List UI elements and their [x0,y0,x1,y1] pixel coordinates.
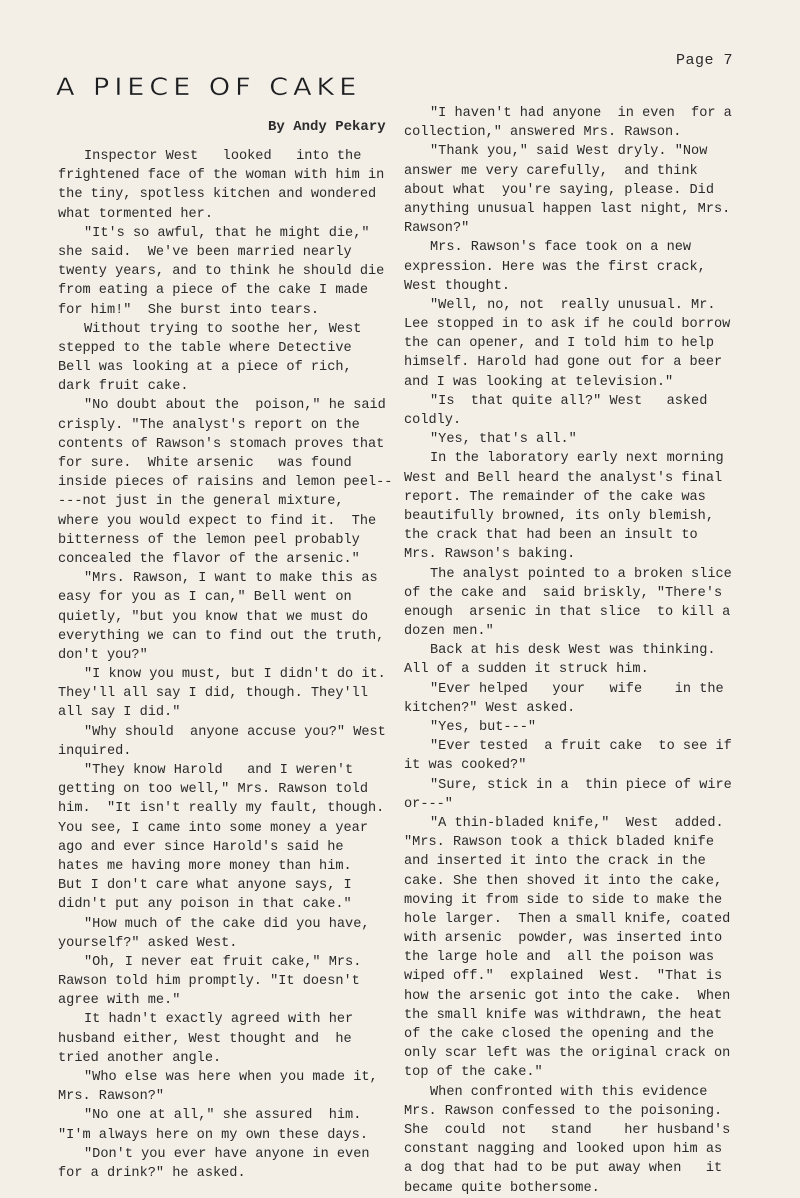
text-line: contents of Rawson's stomach proves that [58,436,385,452]
text-line: what tormented her. [58,206,213,222]
text-line: Bell was looking at a piece of rich, [58,360,352,376]
text-line: "Is that quite all?" West asked [430,393,708,409]
text-line: "Yes, that's all." [430,432,577,448]
text-line: dozen men." [404,624,494,640]
text-line: easy for you as I can," Bell went on [58,590,352,606]
text-line: "No one at all," she assured him. [84,1108,362,1124]
text-line: It hadn't exactly agreed with her [84,1012,354,1028]
text-line: inside pieces of raisins and lemon peel-- [58,475,393,491]
text-line: became quite bothersome. [404,1180,600,1196]
text-line: The analyst pointed to a broken slice [430,566,732,582]
text-line: how the arsenic got into the cake. When [404,988,731,1004]
text-line: answer me very carefully, and think [404,163,698,179]
text-line: When confronted with this evidence [430,1084,708,1100]
text-line: quietly, "but you know that we must do [58,609,368,625]
byline: By Andy Pekary [268,119,386,135]
text-line: "Sure, stick in a thin piece of wire [430,777,732,793]
text-line: "I haven't had anyone in even for a [430,106,732,121]
text-line: She could not stand her husband's [404,1122,731,1138]
text-line: hates me having more money than him. [58,858,352,874]
text-line: don't you?" [58,647,148,663]
text-line: ago and ever since Harold's said he [58,839,344,855]
text-line: "Ever tested a fruit cake to see if [430,739,732,755]
text-line: coldly. [404,413,462,428]
text-line: it was cooked?" [404,758,527,774]
text-line: crisply. "The analyst's report on the [58,417,360,433]
text-line: the can opener, and I told him to help [404,336,714,352]
text-line: agree with me." [58,993,181,1009]
text-line: from eating a piece of the cake I made [58,283,368,299]
text-line: him. "It isn't really my fault, though. [58,801,385,817]
text-line: You see, I came into some money a year [58,820,368,836]
text-line: she said. We've been married nearly [58,244,352,260]
text-line: expression. Here was the first crack, [404,259,706,275]
text-line: and inserted it into the crack in the [404,854,706,870]
text-line: "Oh, I never eat fruit cake," Mrs. [84,954,362,970]
text-line: bitterness of the lemon peel probably [58,532,360,548]
text-line: kitchen?" West asked. [404,700,576,716]
text-line: "Thank you," said West dryly. "Now [430,144,708,160]
text-line: enough arsenic in that slice to kill a [404,604,731,620]
left-column [58,147,393,1183]
text-line: or---" [404,796,453,812]
text-line: moving it from side to side to make the [404,892,723,908]
text-line: the crack that had been an insult to [404,528,698,544]
text-line: "Well, no, not really unusual. Mr. [430,297,716,313]
text-line: hole larger. Then a small knife, coated [404,911,731,927]
text-line: Mrs. Rawson's baking. [404,547,576,563]
text-line: twenty years, and to think he should die [58,264,385,280]
text-line: top of the cake." [404,1065,543,1081]
text-line: "Who else was here when you made it, [84,1070,378,1085]
text-line: "Yes, but---" [430,720,537,735]
text-line: a dog that had to be put away when it [404,1161,723,1177]
page-number: Page 7 [676,52,734,69]
text-line: yourself?" asked West. [58,935,238,951]
text-line: West and Bell heard the analyst's final [404,470,723,486]
text-line: "A thin-bladed knife," West added. [430,815,724,831]
text-line: constant nagging and looked upon him as [404,1142,723,1158]
story-title: A PIECE OF CAKE [56,73,362,102]
text-line: Lee stopped in to ask if he could borrow [404,317,731,333]
text-line: for sure. White arsenic was found [58,456,352,471]
text-line: with arsenic powder, was inserted into [404,931,723,947]
text-line: But I don't care what anyone says, I [58,878,352,894]
text-line: ---not just in the general mixture, [58,494,344,510]
text-line: collection," answered Mrs. Rawson. [404,125,682,141]
text-line: of the cake closed the opening and the [404,1027,714,1042]
right-column [404,104,732,1198]
text-line: the large hole and all the poison was [404,950,714,966]
text-line: Rawson told him promptly. "It doesn't [58,974,360,990]
text-line: "I'm always here on my own these days. [58,1127,368,1143]
text-line: report. The remainder of the cake was [404,489,706,505]
text-line: inquired. [58,743,132,759]
text-line: Mrs. Rawson?" [58,1089,165,1105]
text-line: "Mrs. Rawson, I want to make this as [84,571,378,587]
text-line: where you would expect to find it. The [58,513,377,529]
text-line: for a drink?" he asked. [58,1165,246,1181]
text-line: getting on too well," Mrs. Rawson told [58,782,368,798]
text-line: "They know Harold and I weren't [84,763,354,778]
text-line: "It's so awful, that he might die," [84,225,370,241]
text-line: All of a sudden it struck him. [404,662,649,678]
text-line: stepped to the table where Detective [58,340,352,356]
text-line: "Don't you ever have anyone in even [84,1146,370,1162]
text-line: frightened face of the woman with him in [58,168,385,184]
text-line: the small knife was withdrawn, the heat [404,1007,723,1023]
text-line: dark fruit cake. [58,379,189,395]
text-line: everything we can to find out the truth, [58,628,385,644]
text-line: West thought. [404,278,511,294]
text-line: only scar left was the original crack on [404,1046,731,1062]
text-line: Back at his desk West was thinking. [430,643,716,659]
text-line: concealed the flavor of the arsenic." [58,551,360,567]
text-line: "Ever helped your wife in the [430,681,724,697]
text-line: of the cake and said briskly, "There's [404,585,723,601]
text-line: for him!" She burst into tears. [58,302,320,318]
text-line: They'll all say I did, though. They'll [58,686,368,702]
text-line: "Mrs. Rawson took a thick bladed knife [404,835,714,851]
text-line: In the laboratory early next morning [430,451,724,467]
text-line: the tiny, spotless kitchen and wondered [58,187,377,203]
text-line: didn't put any poison in that cake." [58,897,352,913]
text-line: "Why should anyone accuse you?" West [84,724,386,740]
text-line: himself. Harold had gone out for a beer [404,355,723,371]
text-line: beautifully browned, its only blemish, [404,508,714,524]
text-line: about what you're saying, please. Did [404,182,714,198]
text-line: husband either, West thought and he [58,1031,352,1047]
text-line: anything unusual happen last night, Mrs. [404,201,731,217]
text-line: tried another angle. [58,1050,222,1066]
text-line: "No doubt about the poison," he said [84,398,386,414]
text-line: all say I did." [58,705,181,721]
text-line: Mrs. Rawson's face took on a new [430,240,692,256]
text-line: Mrs. Rawson confessed to the poisoning. [404,1103,723,1119]
text-line: "I know you must, but I didn't do it. [84,667,386,683]
text-line: cake. She then shoved it into the cake, [404,873,723,889]
text-line: wiped off." explained West. "That is [404,969,723,985]
text-line: "How much of the cake did you have, [84,916,370,932]
text-line: Without trying to soothe her, West [84,321,362,337]
text-line: Inspector West looked into the [84,149,362,164]
text-line: Rawson?" [404,221,470,237]
text-line: and I was looking at television." [404,374,674,390]
